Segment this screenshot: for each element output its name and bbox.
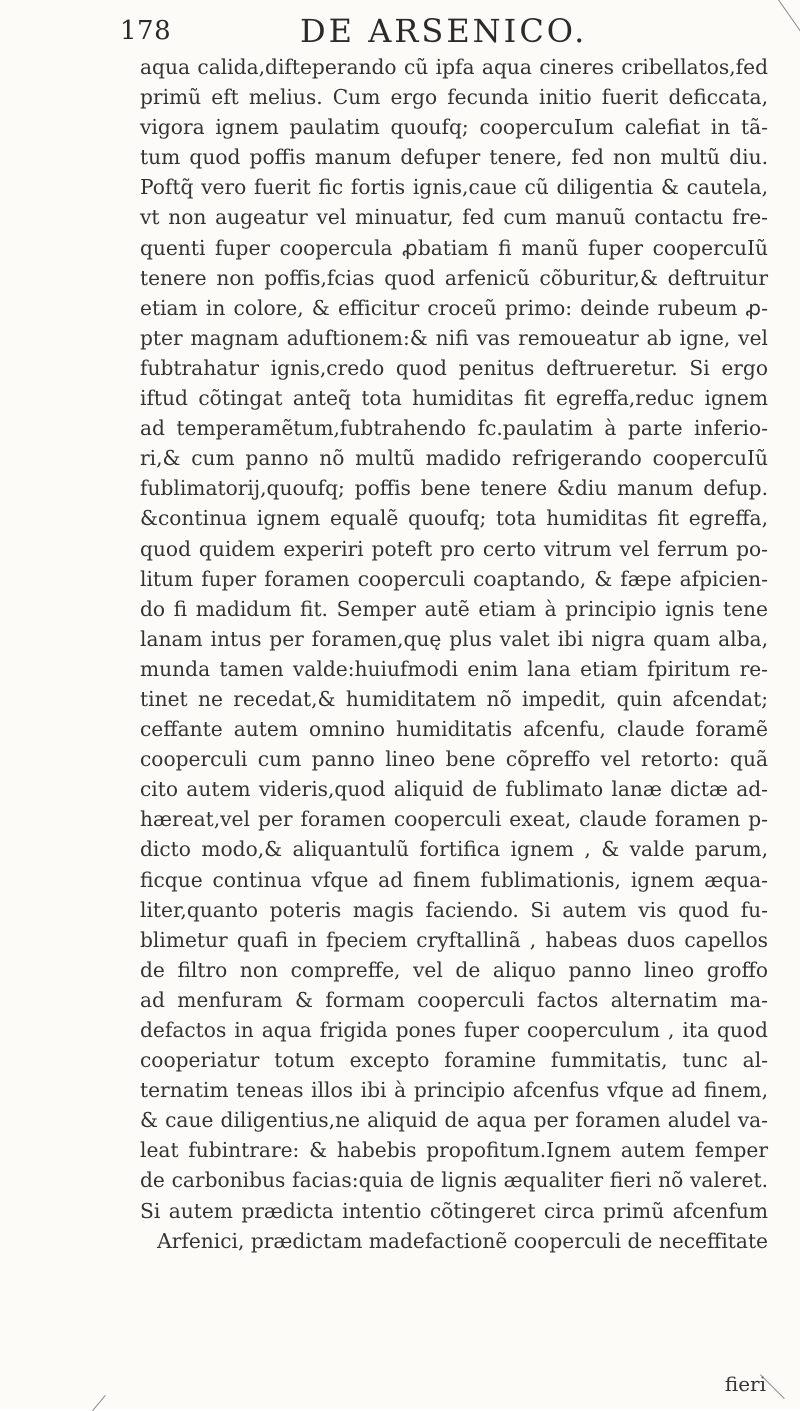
text-line: cooperculi cum panno lineo bene cõpreffo vel retorto: quã: [140, 747, 768, 772]
text-line: tinet ne recedat,& humiditatem nõ impedit, quin afcendat;: [140, 686, 768, 711]
text-line: iftud cõtingat anteq̃ tota humiditas fit egreffa,reduc ignem: [140, 386, 768, 411]
text-line: hæreat,vel per foramen cooperculi exeat, claude foramen p-: [140, 807, 768, 832]
text-line: ri,& cum panno nõ multũ madido refrigerando coopercuIũ: [140, 446, 768, 471]
text-line: de filtro non compreffe, vel de aliquo panno lineo groffo: [140, 957, 768, 982]
text-line: cito autem videris,quod aliquid de fublimato lanæ dictæ ad-: [140, 777, 768, 802]
text-line: tenere non poffis,fcias quod arfenicũ cõburitur,& deftruitur: [140, 265, 768, 290]
text-line: ternatim teneas illos ibi à principio afcenfus vfque ad finem,: [140, 1078, 768, 1103]
text-line: ad temperamẽtum,fubtrahendo fc.paulatim à parte inferio-: [140, 416, 768, 441]
text-line: litum fuper foramen cooperculi coaptando, & fæpe afpicien-: [140, 566, 768, 591]
text-line: blimetur quafi in fpeciem cryftallinã , habeas duos capellos: [140, 927, 768, 952]
text-line: dicto modo,& aliquantulũ fortifica ignem , & valde parum,: [140, 837, 768, 862]
page-number: 178: [120, 16, 172, 46]
text-line: &continua ignem equalẽ quoufq; tota humiditas fit egreffa,: [140, 506, 768, 531]
margin-pencil-mark: [778, 0, 800, 33]
text-line: de carbonibus facias:quia de lignis æqualiter fieri nõ valeret.: [140, 1168, 768, 1193]
catchword: fieri: [724, 1372, 766, 1396]
text-line: quod quidem experiri poteft pro certo vitrum vel ferrum po-: [140, 536, 768, 561]
text-line: vt non augeatur vel minuatur, fed cum manuũ contactu fre-: [140, 205, 768, 230]
text-line: Poftq̃ vero fuerit fic fortis ignis,caue cũ diligentia & cautela,: [140, 175, 768, 200]
text-line: tum quod poffis manum defuper tenere, fed non multũ diu.: [140, 145, 768, 170]
text-line: ceffante autem omnino humiditatis afcenfu, claude foramẽ: [140, 717, 768, 742]
text-line: defactos in aqua frigida pones fuper cooperculum , ita quod: [140, 1018, 768, 1042]
text-line: ad menfuram & formam cooperculi factos alternatim ma-: [140, 987, 768, 1012]
text-line: do fi madidum fit. Semper autẽ etiam à principio ignis tene: [140, 596, 768, 621]
text-line: fublimatorij,quoufq; poffis bene tenere &diu manum defup.: [140, 476, 768, 501]
text-line: lanam intus per foramen,quę plus valet ibi nigra quam alba,: [140, 626, 768, 651]
running-title: DE ARSENICO.: [300, 12, 588, 50]
text-line: primũ eft melius. Cum ergo fecunda initio fuerit deficcata,: [140, 85, 768, 110]
text-line: pter magnam aduftionem:& nifi vas remoueatur ab igne, vel: [140, 325, 768, 350]
text-line: liter,quanto poteris magis faciendo. Si autem vis quod fu-: [140, 897, 768, 922]
text-line: Si autem prædicta intentio cõtingeret circa primũ afcenfum: [140, 1198, 768, 1223]
text-line: cooperiatur totum excepto foramine fummitatis, tunc al-: [140, 1048, 768, 1073]
text-line: aqua calida,difteperando cũ ipfa aqua cineres cribellatos,fed: [140, 55, 768, 79]
page-header: [120, 10, 760, 50]
text-line: quenti fuper coopercula ꝓbatiam fi manũ fuper coopercuIũ: [140, 235, 768, 260]
text-line: & caue diligentius,ne aliquid de aqua per foramen aludel va-: [140, 1108, 768, 1133]
text-line: fubtrahatur ignis,credo quod penitus deftrueretur. Si ergo: [140, 355, 768, 380]
text-line: vigora ignem paulatim quoufq; coopercuIum calefiat in tã-: [140, 115, 768, 140]
text-line: Arfenici, prædictam madefactionẽ cooperculi de neceffitate: [157, 1228, 768, 1253]
text-line: etiam in colore, & efficitur croceũ primo: deinde rubeum ꝓ-: [140, 295, 768, 320]
text-line: leat fubintrare: & habebis propofitum.Ignem autem femper: [140, 1138, 768, 1163]
body-text: [140, 52, 768, 1256]
text-line: munda tamen valde:huiufmodi enim lana etiam fpiritum re-: [140, 656, 768, 681]
text-line: ficque continua vfque ad finem fublimationis, ignem æqua-: [140, 867, 768, 892]
